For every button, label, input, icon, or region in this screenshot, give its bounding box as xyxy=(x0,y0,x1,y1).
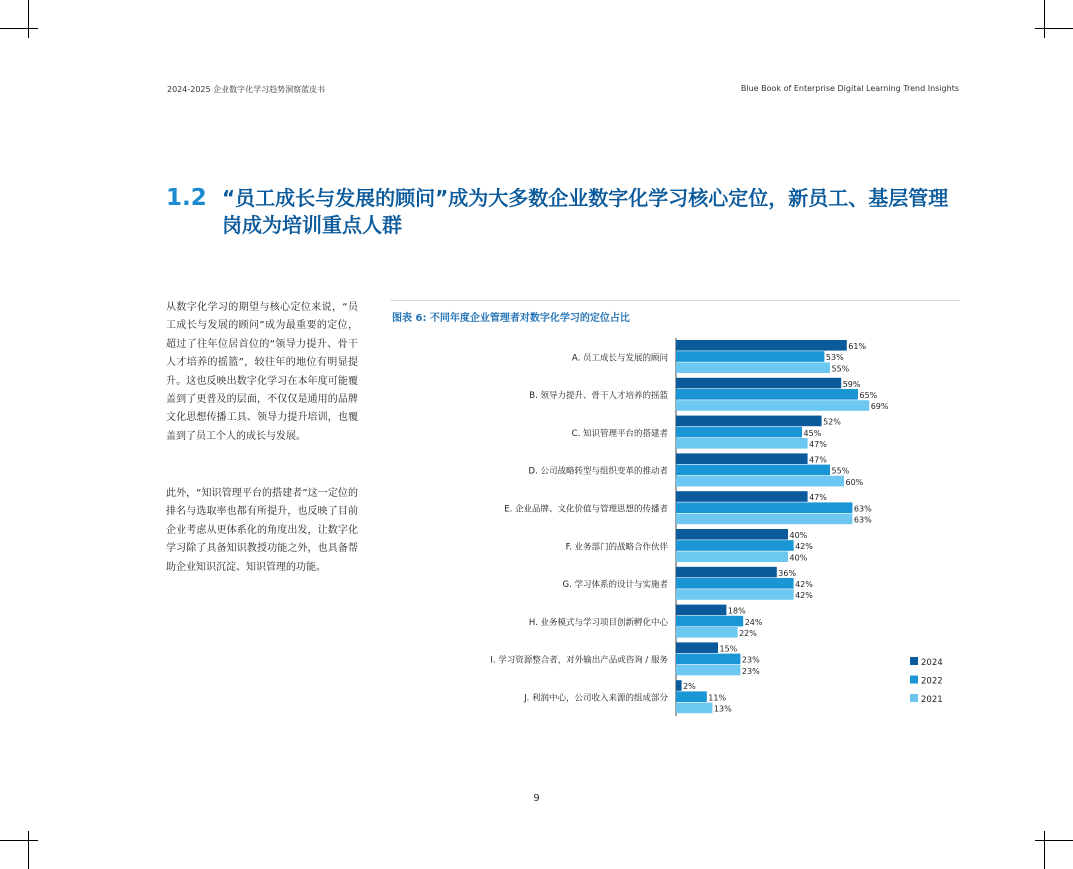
bar xyxy=(676,605,726,616)
page-number: 9 xyxy=(533,793,540,804)
data-label: 11% xyxy=(708,693,727,703)
bar xyxy=(676,567,777,578)
bar xyxy=(676,340,847,351)
category-label: H. 业务模式与学习项目创新孵化中心 xyxy=(528,617,668,628)
data-label: 60% xyxy=(845,477,864,487)
bar xyxy=(676,362,830,373)
legend-label: 2021 xyxy=(921,695,943,705)
bar xyxy=(676,578,794,589)
category-label: E. 企业品牌、文化价值与管理思想的传播者 xyxy=(504,504,668,515)
category-label: D. 公司战略转型与组织变革的推动者 xyxy=(528,466,668,477)
bar xyxy=(676,665,740,676)
running-header-right: Blue Book of Enterprise Digital Learning Trend Insights xyxy=(740,84,959,93)
bar xyxy=(676,616,743,627)
bar xyxy=(676,378,841,389)
bar xyxy=(676,465,830,476)
data-label: 36% xyxy=(778,568,797,578)
legend-label: 2024 xyxy=(921,658,943,668)
bar xyxy=(676,453,808,464)
legend-swatch xyxy=(910,694,918,702)
data-label: 42% xyxy=(795,542,813,552)
bar xyxy=(676,514,852,525)
data-label: 69% xyxy=(870,402,889,412)
body-paragraph: 此外，“知识管理平台的搭建者”这一定位的排名与选取率也都有所提升，也反映了目前企业考虑从更体系化的角度出发，让数字化学习除了具备知识教授功能之外，也具备帮助企业知识沉淀、知识管理的功能。 xyxy=(166,488,358,573)
data-label: 15% xyxy=(719,644,738,654)
data-label: 40% xyxy=(789,553,808,563)
bar xyxy=(676,703,712,714)
data-label: 42% xyxy=(795,591,813,601)
bar xyxy=(676,654,740,665)
category-label: A. 员工成长与发展的顾问 xyxy=(571,353,668,364)
running-header-left: 2024-2025 企业数字化学习趋势洞察蓝皮书 xyxy=(167,85,326,94)
bar xyxy=(676,476,844,487)
body-paragraph: 从数字化学习的期望与核心定位来说，“员工成长与发展的顾问”成为最重要的定位，超过了往年位居首位的“领导力提升、骨干人才培养的摇篮”，较往年的地位有明显提升。这也反映出数字化学习在本年度可能覆盖到了更普及的层面，不仅仅是通用的品牌文化思想传播工具、领导力提升培训，也覆盖到了员工个人的成长与发展。 xyxy=(166,302,358,442)
data-label: 40% xyxy=(789,531,808,540)
bar xyxy=(676,416,822,427)
legend-label: 2022 xyxy=(921,676,943,687)
data-label: 55% xyxy=(831,364,850,374)
data-label: 52% xyxy=(823,417,841,427)
bar xyxy=(676,680,682,691)
bar xyxy=(676,351,824,362)
bar xyxy=(676,438,808,449)
category-label: G. 学习体系的设计与实施者 xyxy=(562,580,668,591)
data-label: 47% xyxy=(809,455,827,465)
data-label: 47% xyxy=(809,493,827,503)
legend-swatch xyxy=(910,657,918,665)
category-label: C. 知识管理平台的搭建者 xyxy=(571,428,668,439)
data-label: 45% xyxy=(803,428,822,438)
data-label: 53% xyxy=(825,353,844,363)
data-label: 23% xyxy=(741,655,760,665)
bar xyxy=(676,551,788,562)
chart-title: 图表 6: 不同年度企业管理者对数字化学习的定位占比 xyxy=(392,313,630,324)
data-label: 24% xyxy=(744,617,763,627)
bar xyxy=(676,627,738,638)
bar xyxy=(676,502,852,513)
data-label: 59% xyxy=(842,379,861,389)
category-label: B. 领导力提升、骨干人才培养的摇篮 xyxy=(529,391,668,402)
data-label: 61% xyxy=(848,342,867,351)
data-label: 18% xyxy=(727,606,746,616)
category-label: J. 利润中心，公司收入来源的组成部分 xyxy=(524,693,668,704)
bar xyxy=(676,529,788,540)
data-label: 13% xyxy=(713,704,732,714)
section-number: 1.2 xyxy=(166,185,207,211)
data-label: 42% xyxy=(795,580,813,589)
bar xyxy=(676,691,707,702)
data-label: 63% xyxy=(853,515,872,525)
category-label: I. 学习资源整合者，对外输出产品或咨询 / 服务 xyxy=(490,655,668,666)
bar xyxy=(676,540,794,551)
data-label: 55% xyxy=(831,466,850,476)
bar xyxy=(676,589,794,600)
section-title: “员工成长与发展的顾问”成为大多数企业数字化学习核心定位，新员工、基层管理岗成为培训重点人群 xyxy=(222,186,949,237)
data-label: 65% xyxy=(859,391,878,400)
data-label: 23% xyxy=(741,666,760,676)
bar xyxy=(676,389,858,400)
bar xyxy=(676,642,718,653)
data-label: 47% xyxy=(809,440,827,449)
category-label: F. 业务部门的战略合作伙伴 xyxy=(565,542,668,553)
legend-swatch xyxy=(910,676,918,684)
bar xyxy=(676,491,808,502)
data-label: 63% xyxy=(853,504,872,514)
data-label: 22% xyxy=(739,629,757,638)
bar xyxy=(676,400,869,411)
data-label: 2% xyxy=(683,682,696,692)
bar xyxy=(676,427,802,438)
